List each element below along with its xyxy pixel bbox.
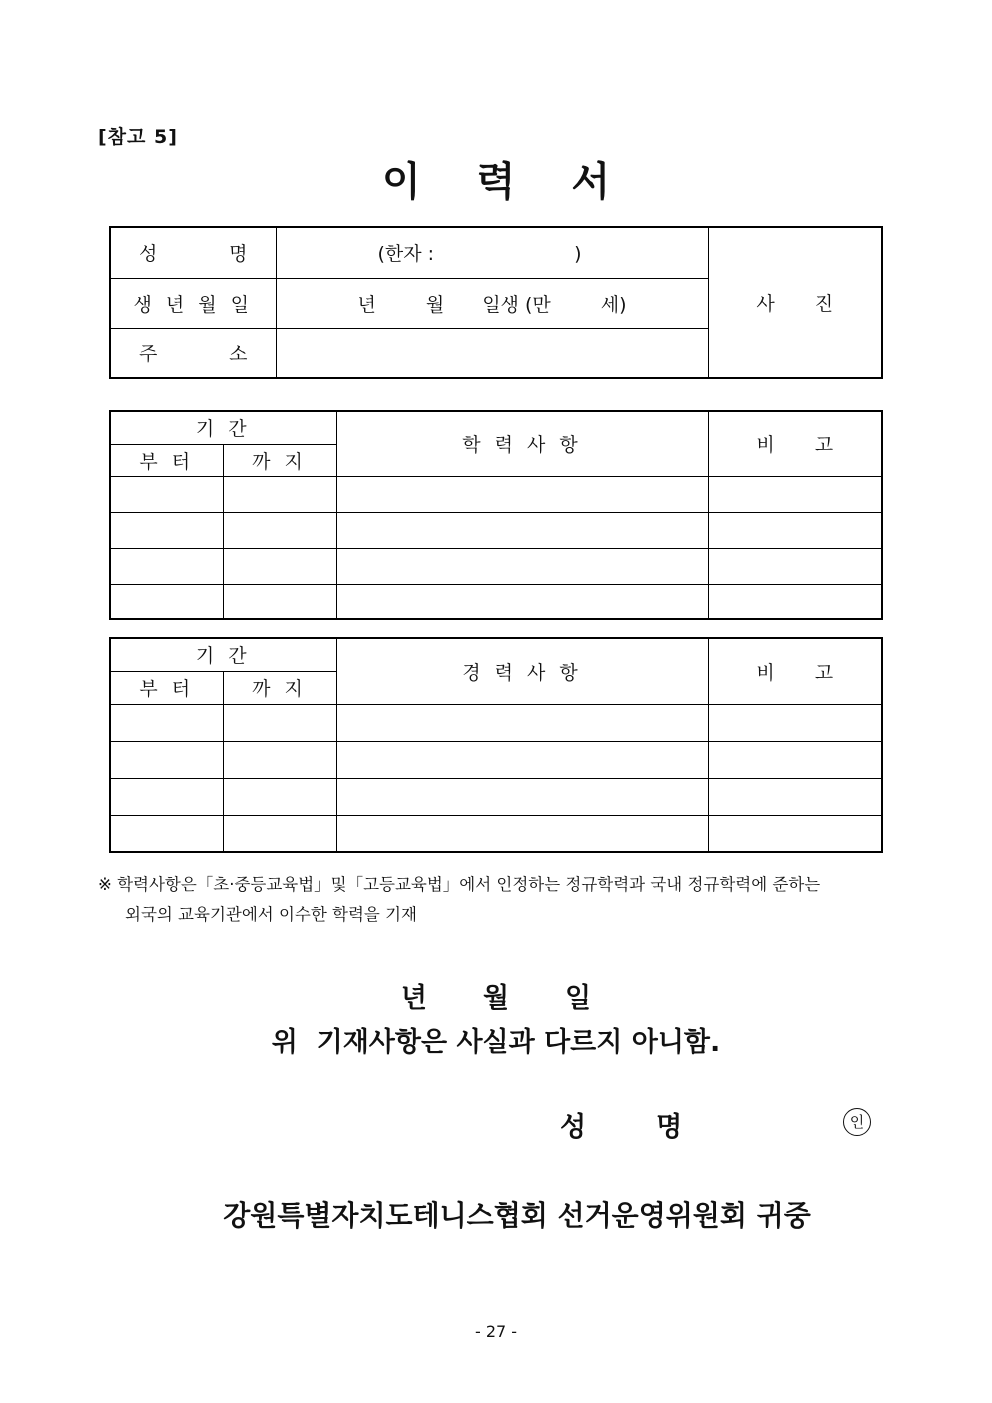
table-row [110, 778, 882, 815]
photo-box[interactable]: 사 진 [708, 227, 882, 378]
table-row [110, 741, 882, 778]
birth-label: 생 년 월 일 [110, 278, 276, 328]
addressee: 강원특별자치도테니스협회 선거운영위원회 귀중 [223, 1199, 811, 1232]
address-field[interactable] [276, 328, 708, 378]
seal-mark: 인 [843, 1108, 871, 1136]
table-row [110, 704, 882, 741]
education-table [109, 410, 883, 620]
table-row [110, 512, 882, 548]
table-row [110, 548, 882, 584]
name-label: 성 명 [110, 227, 276, 278]
date-line: 년 월 일 [400, 983, 592, 1014]
declaration: 위 기재사항은 사실과 다르지 아니함. [271, 1027, 721, 1058]
edu-content-header: 학 력 사 항 [336, 411, 708, 476]
career-from-header: 부 터 [110, 671, 223, 704]
table-row [110, 476, 882, 512]
table-row [110, 815, 882, 852]
edu-from-header: 부 터 [110, 444, 223, 476]
career-table [109, 637, 883, 853]
address-label: 주 소 [110, 328, 276, 378]
career-remark-header: 비 고 [708, 638, 882, 704]
page-number: - 27 - [474, 1322, 518, 1341]
birth-field[interactable]: 년 월 일생 (만 세) [276, 278, 708, 328]
table-row [110, 584, 882, 619]
edu-to-header: 까 지 [223, 444, 336, 476]
career-content-header: 경 력 사 항 [336, 638, 708, 704]
education-note: ※ 학력사항은「초·중등교육법」및「고등교육법」에서 인정하는 정규학력과 국내 정규학력에 준하는 외국의 교육기관에서 이수한 학력을 기재 [98, 875, 821, 924]
name-field[interactable]: (한자 : ) [276, 227, 708, 278]
reference-label: [참고 5] [98, 126, 178, 148]
document-title: 이 력 서 [382, 159, 610, 205]
career-period-header: 기 간 [110, 638, 336, 671]
personal-info-table [109, 226, 883, 379]
edu-remark-header: 비 고 [708, 411, 882, 476]
career-to-header: 까 지 [223, 671, 336, 704]
signature-name-label: 성 명 [560, 1112, 683, 1143]
edu-period-header: 기 간 [110, 411, 336, 444]
